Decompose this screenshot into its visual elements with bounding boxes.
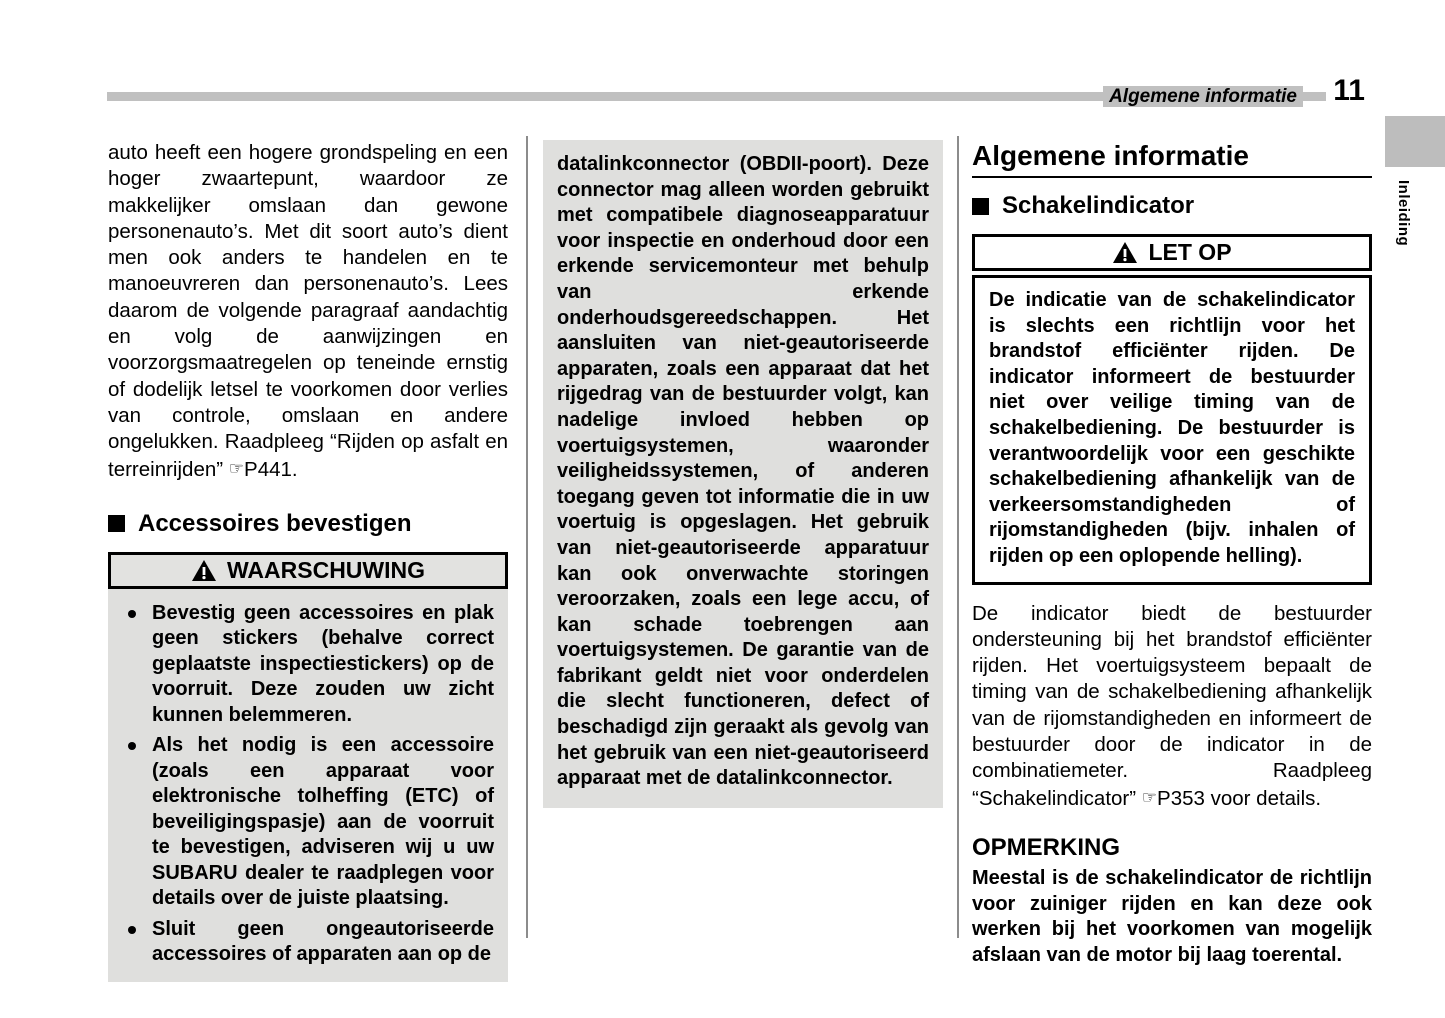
page-header — [107, 74, 1365, 107]
caution-header — [972, 234, 1372, 271]
warning-list — [122, 601, 494, 968]
page-title: Algemene informatie — [1103, 86, 1303, 107]
bullet-dot-icon — [128, 926, 136, 934]
intro-paragraph-reference: P441. — [244, 457, 298, 481]
warning-continuation-block — [543, 140, 943, 808]
warning-triangle-icon — [191, 559, 217, 582]
pointing-hand-icon: ☞ — [1141, 787, 1158, 807]
square-bullet-icon — [108, 515, 125, 532]
caution-body-text: De indicatie van de schakelindicator is slechts een richtlijn voor het brandstof efficiënter rijden. De indicator informeert de bestuurder niet over veilige timing van de schakelbediening. De bestuurder is verantwoordelijk voor een geschikte schakelbediening afhankelijk van de verkeersomstandigheden of rijomstandigheden (bijv. inhalen of rijden op een oplopende helling). — [989, 289, 1355, 567]
warning-list-item-text: Sluit geen ongeautoriseerde accessoires of apparaten aan op de — [152, 917, 494, 966]
intro-paragraph — [108, 140, 508, 483]
indicator-paragraph-reference: P353 voor details. — [1157, 786, 1322, 810]
pointing-hand-icon: ☞ — [228, 458, 245, 478]
warning-list-item-text: Als het nodig is een accessoire (zoals een apparaat voor elektronische tolheffing (ETC) of beveiligingspasje) aan de voorruit te bevestigen, adviseren wij u uw SUBARU dealer te raadplegen voor details over de juiste plaatsing. — [152, 734, 494, 910]
section-heading-label: Accessoires bevestigen — [138, 509, 412, 537]
warning-triangle-icon — [1112, 241, 1138, 264]
column-title: Algemene informatie — [972, 140, 1372, 178]
intro-paragraph-text: auto heeft een hogere grondspeling en een hoger zwaartepunt, waardoor ze makkelijker omslaan dan gewone personenauto’s. Met dit soort auto’s dient men ook anders te handelen en te manoeuvreren dan personenauto’s. Lees daarom de volgende paragraaf aandachtig en volg de aanwijzingen en voorzorgsmaatregelen op teneinde ernstig of dodelijk letsel te voorkomen door verlies van controle, omslaan en andere ongelukken. Raadpleeg “Rijden op asfalt en terreinrijden” — [108, 141, 508, 481]
warning-list-item — [122, 601, 494, 729]
column-3 — [972, 140, 1372, 968]
note-text: Meestal is de schakelindicator de richtlijn voor zuiniger rijden en kan deze ook werken bij het voorkomen van mogelijk afslaan van de motor bij laag toerental. — [972, 866, 1372, 966]
note-heading: OPMERKING — [972, 833, 1121, 861]
section-heading-accessoires — [108, 510, 508, 538]
caution-header-label: LET OP — [1148, 239, 1232, 265]
indicator-paragraph — [972, 601, 1372, 812]
caution-body — [972, 275, 1372, 585]
section-heading-label: Schakelindicator — [1002, 192, 1195, 219]
column-2 — [543, 140, 943, 808]
side-index-tab-label: Inleiding — [1395, 180, 1412, 247]
column-divider-1 — [526, 136, 528, 938]
warning-list-item — [122, 917, 494, 968]
warning-header-label: WAARSCHUWING — [226, 556, 426, 583]
warning-continuation-text: datalinkconnector (OBDII-poort). Deze connector mag alleen worden gebruikt met compatibele diagnoseapparatuur voor inspectie en onderhoud door een erkende servicemonteur met behulp van erkende onderhoudsgereedschappen. Het aansluiten van niet-geautoriseerde apparaten, zoals een apparaat dat het rijgedrag van de bestuurder volgt, kan nadelige invloed hebben op voertuigsystemen, waaronder veiligheidssystemen, of anderen toegang geven tot informatie die in uw voertuig is opgeslagen. Het gebruik van niet-geautoriseerde apparatuur kan ook onverwachte storingen veroorzaken, zoals een lege accu, of kan schade toebrengen aan voertuigsystemen. De garantie van de fabrikant geldt niet voor onderdelen die slecht functioneren, defect of beschadigd zijn geraakt als gevolg van het gebruik van een niet-geautoriseerd apparaat met de datalinkconnector. — [557, 153, 929, 790]
indicator-paragraph-text: De indicator biedt de bestuurder ondersteuning bij het brandstof efficiënter rijden. Het voertuigsysteem bepaalt de timing van de schakelbediening afhankelijk van de rijomstandigheden en informeert de bestuurder door de indicator in de combinatiemeter. Raadpleeg “Schakelindicator” — [972, 601, 1372, 810]
bullet-dot-icon — [128, 742, 136, 750]
warning-body — [108, 589, 508, 982]
bullet-dot-icon — [128, 610, 136, 618]
column-divider-2 — [957, 136, 959, 938]
warning-list-item-text: Bevestig geen accessoires en plak geen stickers (behalve correct geplaatste inspectiestickers) op de voorruit. Deze zouden uw zicht kunnen belemmeren. — [152, 601, 494, 726]
warning-list-item — [122, 733, 494, 912]
square-bullet-icon — [972, 198, 989, 215]
column-1 — [108, 140, 508, 982]
page-number: 11 — [1326, 76, 1365, 106]
section-heading-schakelindicator — [972, 192, 1372, 220]
side-index-tab-block — [1385, 116, 1445, 167]
warning-header — [108, 552, 508, 589]
